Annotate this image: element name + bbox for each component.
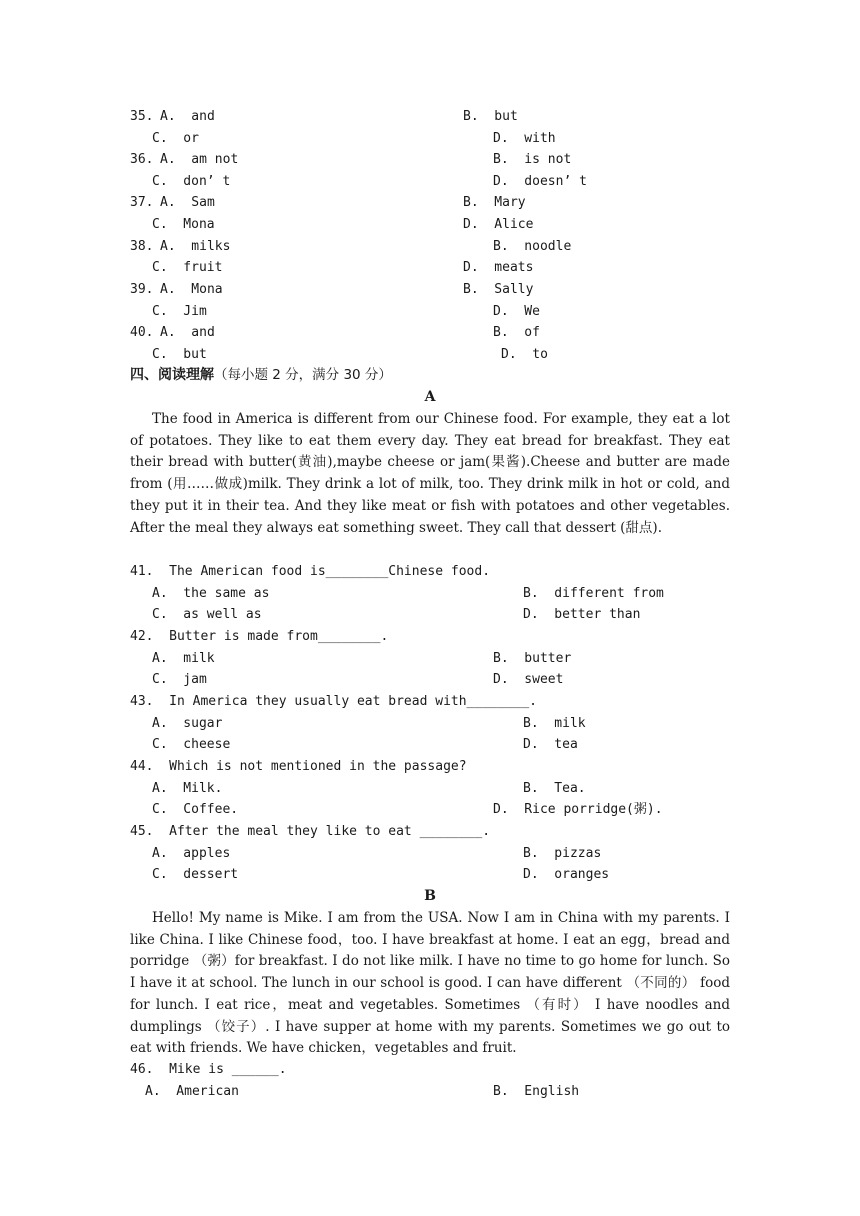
option-b: B. English xyxy=(493,1084,580,1099)
option-d: D. Rice porridge(粥). xyxy=(493,802,663,817)
option-a: A. apples xyxy=(152,846,231,861)
option-d: D. to xyxy=(501,347,548,362)
option-c: C. Coffee. xyxy=(152,802,239,817)
option-c: C. jam xyxy=(152,672,207,687)
question-stem: 46. Mike is ______. xyxy=(130,1062,287,1077)
option-a: A. American xyxy=(145,1084,239,1099)
option-a: A. milks xyxy=(160,239,231,254)
option-a: A. and xyxy=(160,109,215,124)
passage-a xyxy=(130,409,730,539)
option-d: D. tea xyxy=(523,737,578,752)
section-title: 四、阅读理解 xyxy=(130,367,214,383)
option-a: A. Mona xyxy=(160,282,223,297)
option-d: D. We xyxy=(493,304,540,319)
option-d: D. oranges xyxy=(523,867,610,882)
option-c: C. fruit xyxy=(152,260,223,275)
question-stem: 43. In America they usually eat bread with________. xyxy=(130,694,537,709)
option-b: B. butter xyxy=(493,651,572,666)
passage-b xyxy=(130,908,730,1060)
option-d: D. meats xyxy=(463,260,534,275)
option-c: C. or xyxy=(152,131,199,146)
section-heading xyxy=(130,365,392,386)
question-stem: 45. After the meal they like to eat ________. xyxy=(130,824,491,839)
option-d: D. Alice xyxy=(463,217,534,232)
option-a: A. Sam xyxy=(160,195,215,210)
option-d: D. better than xyxy=(523,607,641,622)
option-b: B. Mary xyxy=(463,195,526,210)
question-stem: 42. Butter is made from________. xyxy=(130,629,389,644)
option-c: C. don’ t xyxy=(152,174,231,189)
question-number: 38. xyxy=(130,239,154,254)
option-a: A. the same as xyxy=(152,586,270,601)
option-b: B. Tea. xyxy=(523,781,586,796)
question-number: 35. xyxy=(130,109,154,124)
option-b: B. is not xyxy=(493,152,572,167)
passage-a-text: The food in America is different from our Chinese food. For example, they eat a lot of potatoes. They like to eat them every day. They eat bread for breakfast. They eat their bread with butter(黄油),maybe cheese or jam(果酱).Cheese and butter are made from (用……做成)milk. They drink a lot of milk, too. They drink milk in hot or cold, and they put it in their tea. And they like meat or fish with potatoes and other vegetables. After the meal they always eat something sweet. They call that dessert (甜点). xyxy=(130,411,730,536)
option-a: A. Milk. xyxy=(152,781,223,796)
option-d: D. with xyxy=(493,131,556,146)
option-a: A. sugar xyxy=(152,716,223,731)
option-c: C. dessert xyxy=(152,867,239,882)
option-b: B. Sally xyxy=(463,282,534,297)
option-c: C. Jim xyxy=(152,304,207,319)
option-a: A. milk xyxy=(152,651,215,666)
option-d: D. sweet xyxy=(493,672,564,687)
option-b: B. but xyxy=(463,109,518,124)
option-b: B. noodle xyxy=(493,239,572,254)
option-b: B. of xyxy=(493,325,540,340)
question-stem: 41. The American food is________Chinese food. xyxy=(130,564,491,579)
question-stem: 44. Which is not mentioned in the passage? xyxy=(130,759,467,774)
question-number: 37. xyxy=(130,195,154,210)
option-b: B. pizzas xyxy=(523,846,602,861)
question-number: 36. xyxy=(130,152,154,167)
option-b: B. different from xyxy=(523,586,664,601)
option-c: C. as well as xyxy=(152,607,262,622)
option-c: C. cheese xyxy=(152,737,231,752)
option-c: C. Mona xyxy=(152,217,215,232)
option-c: C. but xyxy=(152,347,207,362)
option-a: A. and xyxy=(160,325,215,340)
option-b: B. milk xyxy=(523,716,586,731)
question-number: 40. xyxy=(130,325,154,340)
passage-a-label: A xyxy=(424,389,436,405)
option-d: D. doesn’ t xyxy=(493,174,587,189)
passage-b-label: B xyxy=(424,888,436,904)
option-a: A. am not xyxy=(160,152,239,167)
section-note: （每小题 2 分，满分 30 分） xyxy=(214,367,392,383)
passage-b-text: Hello! My name is Mike. I am from the USA. Now I am in China with my parents. I like China. I like Chinese food，too. I have breakfast at home. I eat an egg，bread and porridge （粥）for breakfast. I do not like milk. I have no time to go home for lunch. So I have it at school. The lunch in our school is good. I can have different （不同的） food for lunch. I eat rice，meat and vegetables. Sometimes （有时） I have noodles and dumplings （饺子）. I have supper at home with my parents. Sometimes we go out to eat with friends. We have chicken，vegetables and fruit. xyxy=(130,910,730,1057)
question-number: 39. xyxy=(130,282,154,297)
